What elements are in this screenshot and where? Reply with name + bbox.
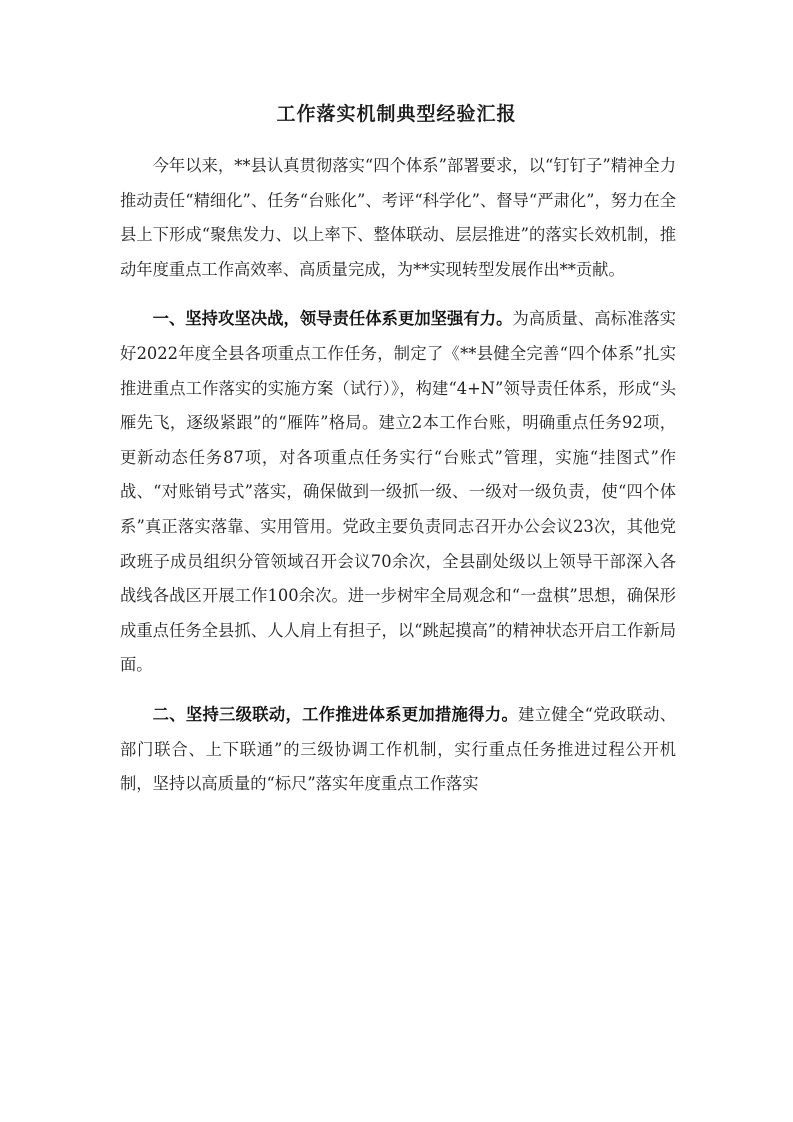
- document-body: [120, 149, 676, 802]
- paragraph-spacer: [120, 683, 676, 698]
- section-1-paragraph: [120, 302, 676, 683]
- paragraph-spacer: [120, 287, 676, 302]
- document-title: 工作落实机制典型经验汇报: [276, 103, 517, 125]
- section-1-heading: 一、坚持攻坚决战，领导责任体系更加坚强有力。: [152, 309, 513, 329]
- section-2-text: 建立健全“党政联动、部门联合、上下联通”的三级协调工作机制，实行重点任务推进过程公开机制，坚持以高质量的“标尺”落实年度重点工作落实: [120, 704, 676, 794]
- section-1-text: 为高质量、高标准落实好2022年度全县各项重点工作任务，制定了《**县健全完善“四个体系”扎实推进重点工作落实的实施方案（试行）》，构建“4+N”领导责任体系，形成“头雁先飞，逐级紧跟”的“雁阵”格局。建立2本工作台账，明确重点任务92项，更新动态任务87项，对各项重点任务实行“台账式”管理，实施“挂图式”作战、“对账销号式”落实，确保做到一级抓一级、一级对一级负责，使“四个体系”真正落实落靠、实用管用。党政主要负责同志召开办公会议23次，其他党政班子成员组织分管领域召开会议70余次，全县副处级以上领导干部深入各战线各战区开展工作100余次。进一步树牢全局观念和“一盘棋”思想，确保形成重点任务全县抓、人人肩上有担子，以“跳起摸高”的精神状态开启工作新局面。: [120, 309, 676, 675]
- section-2-paragraph: [120, 698, 676, 802]
- intro-paragraph: 今年以来，**县认真贯彻落实“四个体系”部署要求，以“钉钉子”精神全力推动责任“精细化”、任务“台账化”、考评“科学化”、督导“严肃化”，努力在全县上下形成“聚焦发力、以上率下、整体联动、层层推进”的落实长效机制，推动年度重点工作高效率、高质量完成，为**实现转型发展作出**贡献。: [120, 156, 676, 279]
- section-2-heading: 二、坚持三级联动，工作推进体系更加措施得力。: [152, 704, 519, 724]
